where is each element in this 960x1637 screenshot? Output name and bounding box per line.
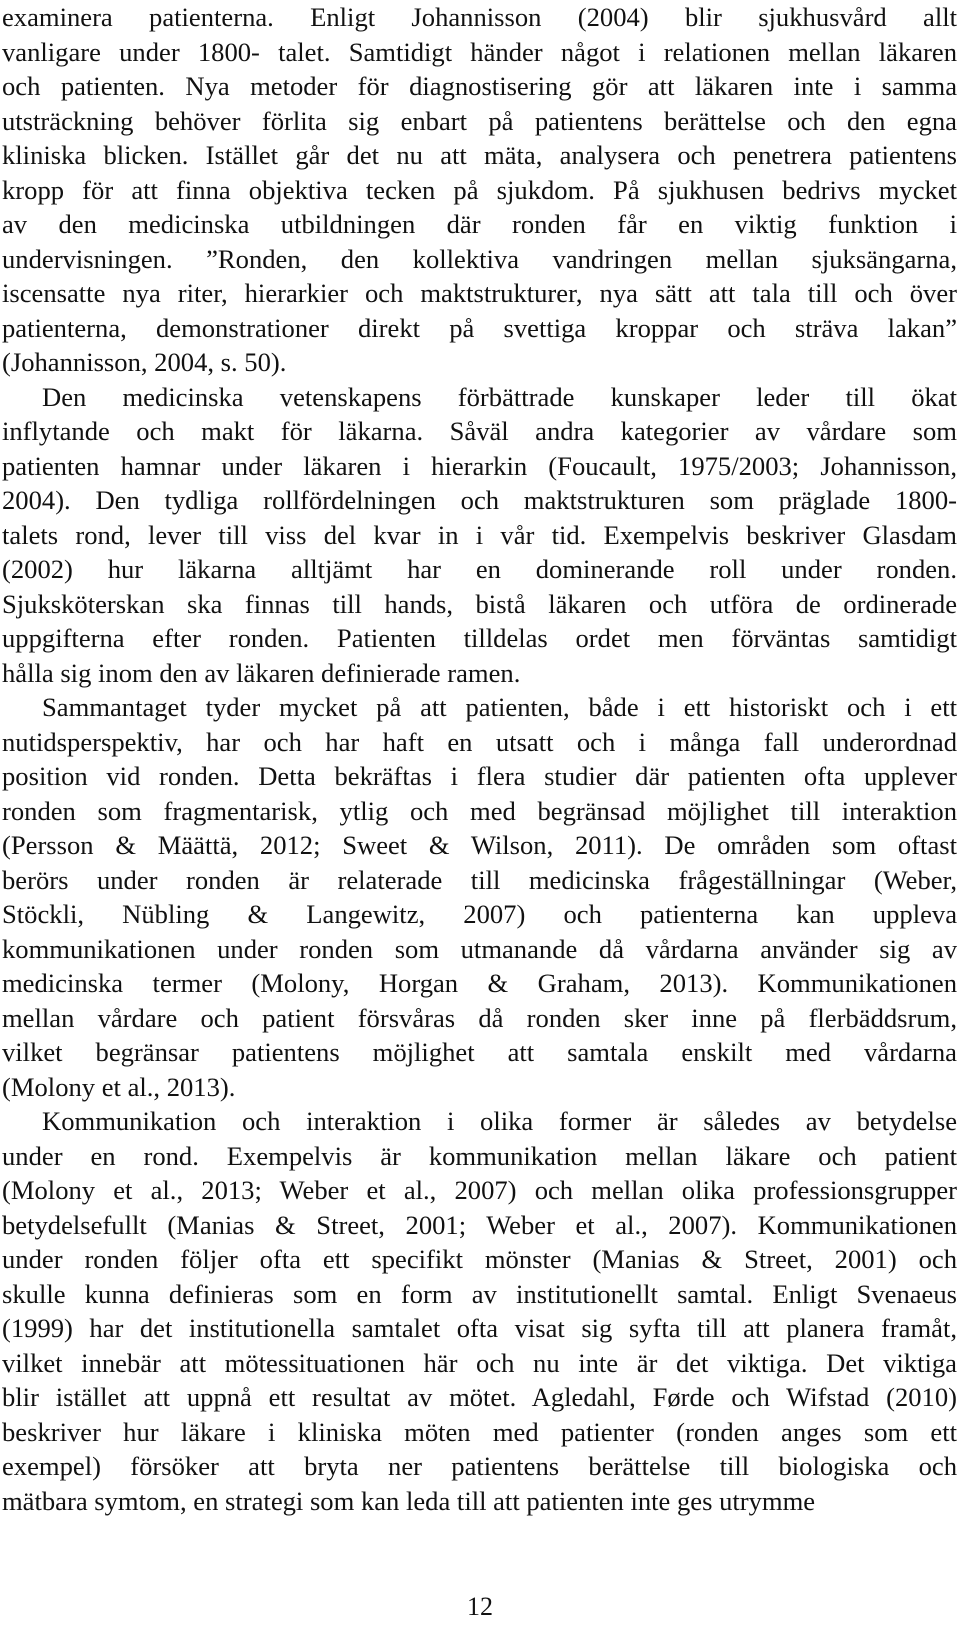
- text-line: kommunikationen under ronden som utmanande då vårdarna använder sig av: [2, 933, 957, 964]
- text-line: (Persson & Määttä, 2012; Sweet & Wilson, 2011). De områden som oftast: [2, 830, 957, 860]
- text-line: iscensatte nya riter, hierarkier och maktstrukturer, nya sätt att tala till och över: [2, 278, 957, 308]
- text-line: medicinska termer (Molony, Horgan & Graham, 2013). Kommunikationen: [2, 968, 957, 998]
- text-line: (Molony et al., 2013; Weber et al., 2007) och mellan olika professionsgrupper: [2, 1175, 957, 1205]
- text-line: berörs under ronden är relaterade till medicinska frågeställningar (Weber,: [2, 864, 957, 895]
- text-line: Stöckli, Nübling & Langewitz, 2007) och patienterna kan uppleva: [2, 899, 957, 929]
- text-line: utsträckning behöver förlita sig enbart på patientens berättelse och den egna: [2, 105, 957, 136]
- text-line: Sjuksköterskan ska finnas till hands, bistå läkaren och utföra de ordinerade: [2, 588, 957, 619]
- text-line: 2004). Den tydliga rollfördelningen och maktstrukturen som präglade 1800-: [2, 485, 957, 515]
- text-line: mellan vårdare och patient försvåras då ronden sker inne på flerbäddsrum,: [2, 1002, 957, 1033]
- text-line: vilket innebär att mötessituationen här och nu inte är det viktiga. Det viktiga: [2, 1347, 957, 1378]
- text-line: vanligare under 1800- talet. Samtidigt händer något i relationen mellan läkaren: [2, 36, 957, 67]
- text-line: blir istället att uppnå ett resultat av mötet. Agledahl, Førde och Wifstad (2010): [2, 1382, 957, 1412]
- paragraph: [2, 380, 957, 691]
- text-line: och patienten. Nya metoder för diagnostisering gör att läkaren inte i samma: [2, 71, 957, 101]
- text-line: nutidsperspektiv, har och har haft en utsatt och i många fall underordnad: [2, 726, 957, 757]
- text-line: examinera patienterna. Enligt Johannisson (2004) blir sjukhusvård allt: [2, 2, 957, 32]
- text-line: (2002) hur läkarna alltjämt har en dominerande roll under ronden.: [2, 554, 957, 584]
- text-line: patienterna, demonstrationer direkt på svettiga kroppar och sträva lakan”: [2, 312, 957, 343]
- text-line: exempel) försöker att bryta ner patientens berättelse till biologiska och: [2, 1451, 957, 1481]
- paragraph: [2, 1104, 957, 1518]
- page-number: 12: [467, 1592, 493, 1621]
- text-line: ronden som fragmentarisk, ytlig och med begränsad möjlighet till interaktion: [2, 795, 957, 826]
- text-line: position vid ronden. Detta bekräftas i flera studier där patienten ofta upplever: [2, 761, 957, 791]
- text-line: kropp för att finna objektiva tecken på sjukdom. På sjukhusen bedrivs mycket: [2, 174, 957, 205]
- text-line: inflytande och makt för läkarna. Såväl andra kategorier av vårdare som: [2, 416, 957, 446]
- text-line: talets rond, lever till viss del kvar in i vår tid. Exempelvis beskriver Glasdam: [2, 519, 957, 550]
- paragraph: [2, 0, 957, 380]
- paragraph: [2, 690, 957, 1104]
- text-line: patienten hamnar under läkaren i hierarkin (Foucault, 1975/2003; Johannisson,: [2, 450, 957, 481]
- text-line: (1999) har det institutionella samtalet ofta visat sig syfta till att planera framåt,: [2, 1313, 957, 1343]
- text-line: betydelsefullt (Manias & Street, 2001; Weber et al., 2007). Kommunikationen: [2, 1209, 957, 1240]
- text-line: under ronden följer ofta ett specifikt mönster (Manias & Street, 2001) och: [2, 1244, 957, 1274]
- body-text: [2, 0, 957, 1518]
- text-line: skulle kunna definieras som en form av institutionellt samtal. Enligt Svenaeus: [2, 1278, 957, 1309]
- text-line: (Molony et al., 2013).: [2, 1071, 236, 1102]
- text-line: Sammantaget tyder mycket på att patienten, både i ett historiskt och i ett: [42, 692, 957, 722]
- text-line: undervisningen. ”Ronden, den kollektiva vandringen mellan sjuksängarna,: [2, 243, 957, 274]
- text-line: kliniska blicken. Istället går det nu att mäta, analysera och penetrera patientens: [2, 140, 957, 170]
- text-line: Kommunikation och interaktion i olika former är således av betydelse: [42, 1106, 957, 1136]
- text-line: beskriver hur läkare i kliniska möten med patienter (ronden anges som ett: [2, 1416, 957, 1447]
- text-line: vilket begränsar patientens möjlighet att samtala enskilt med vårdarna: [2, 1037, 957, 1067]
- text-line: under en rond. Exempelvis är kommunikation mellan läkare och patient: [2, 1140, 957, 1171]
- text-line: hålla sig inom den av läkaren definierade ramen.: [2, 657, 521, 688]
- text-line: (Johannisson, 2004, s. 50).: [2, 347, 287, 377]
- text-line: av den medicinska utbildningen där ronden får en viktig funktion i: [2, 209, 957, 239]
- text-line: mätbara symtom, en strategi som kan leda till att patienten inte ges utrymme: [2, 1485, 816, 1516]
- text-line: Den medicinska vetenskapens förbättrade kunskaper leder till ökat: [42, 381, 957, 412]
- text-line: uppgifterna efter ronden. Patienten tilldelas ordet men förväntas samtidigt: [2, 623, 957, 653]
